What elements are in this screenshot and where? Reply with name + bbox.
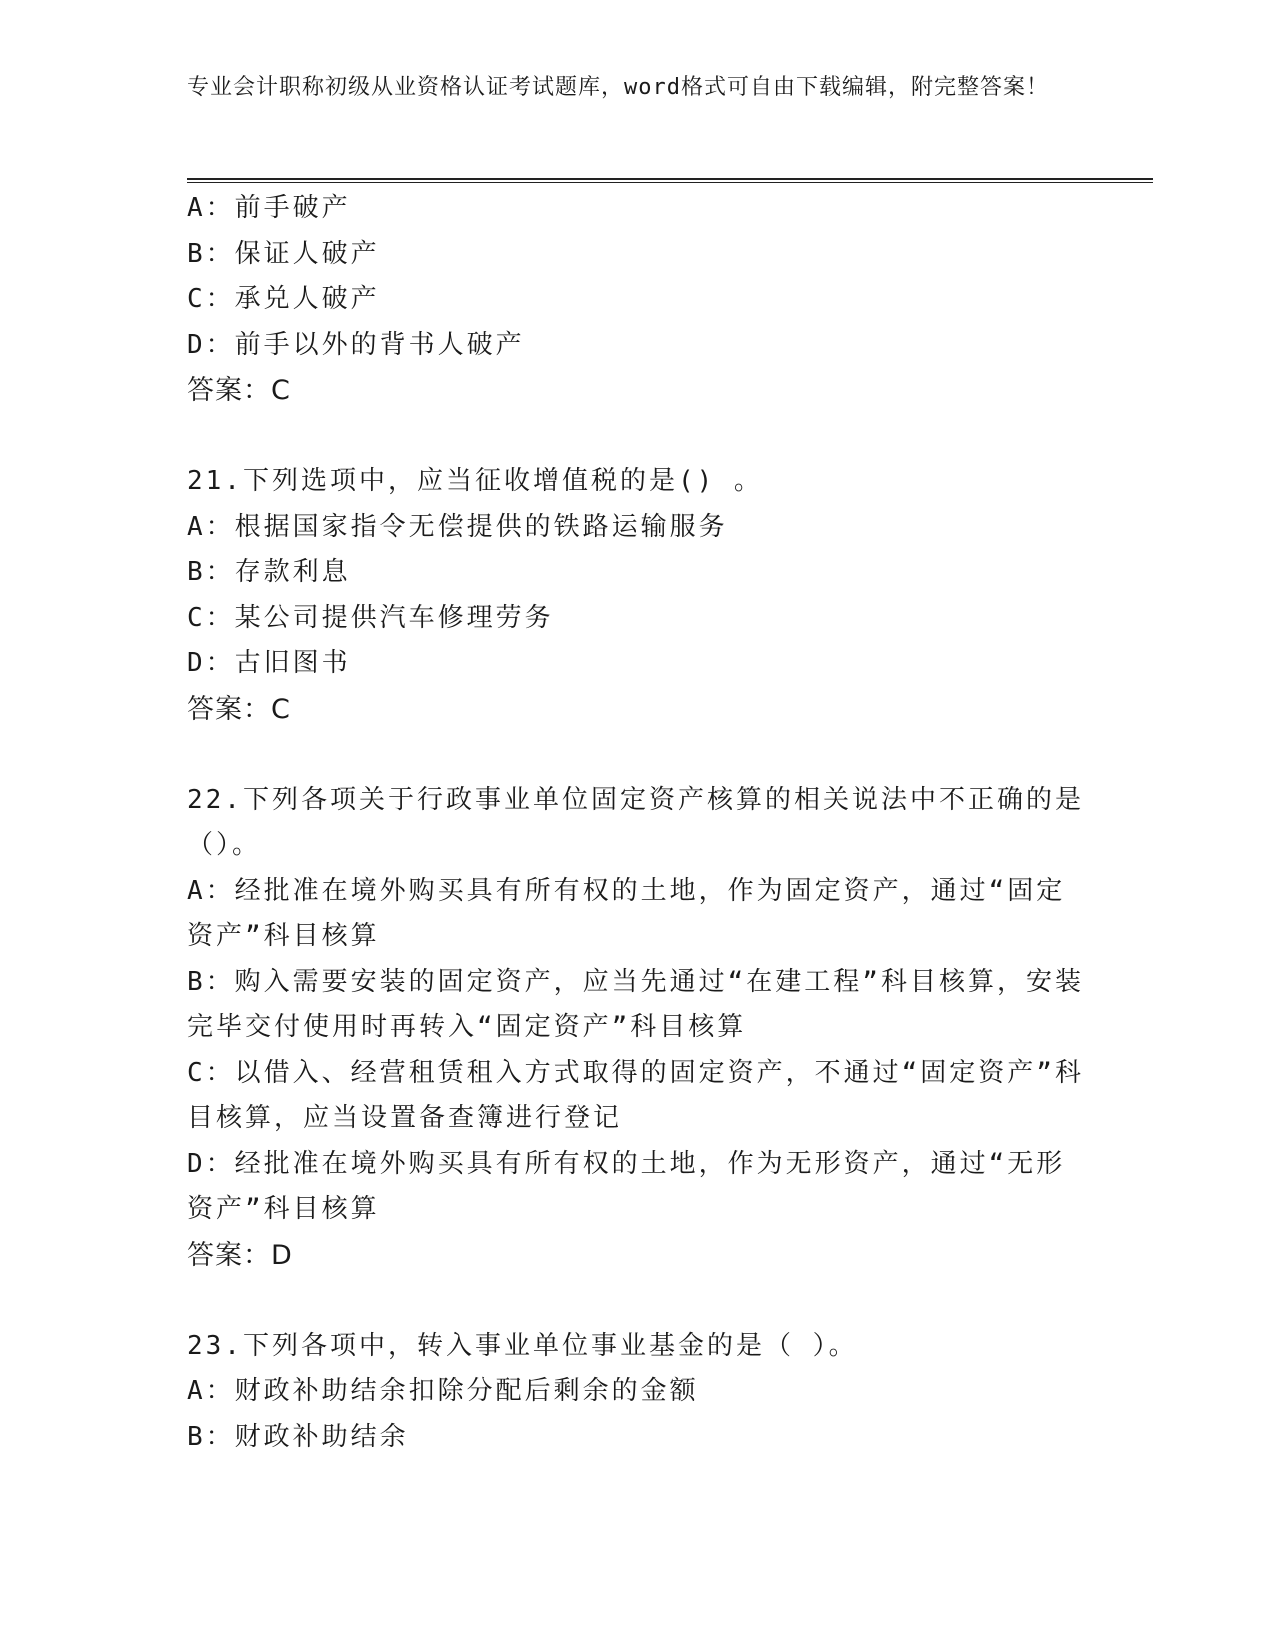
option-c: C：某公司提供汽车修理劳务 bbox=[187, 602, 554, 633]
option-a: A：经批准在境外购买具有所有权的土地，作为固定资产，通过“固定资产”科目核算 bbox=[187, 875, 1066, 951]
option-d: D：前手以外的背书人破产 bbox=[187, 329, 525, 360]
question-22 bbox=[187, 778, 1087, 1279]
question-21 bbox=[187, 459, 1087, 733]
option-a: A：财政补助结余扣除分配后剩余的金额 bbox=[187, 1376, 699, 1406]
answer-line: 答案：C bbox=[187, 693, 291, 725]
spacer bbox=[187, 733, 1087, 778]
option-b: B：财政补助结余 bbox=[187, 1421, 409, 1452]
previous-question bbox=[187, 186, 1087, 414]
option-a: A：根据国家指令无偿提供的铁路运输服务 bbox=[187, 511, 728, 542]
option-d: D：古旧图书 bbox=[187, 648, 351, 678]
question-23 bbox=[187, 1324, 1087, 1461]
option-b: B：保证人破产 bbox=[187, 238, 380, 269]
option-a: A：前手破产 bbox=[187, 193, 351, 223]
option-c: C：承兑人破产 bbox=[187, 284, 380, 314]
question-stem: 22.下列各项关于行政事业单位固定资产核算的相关说法中不正确的是（）。 bbox=[187, 784, 1084, 860]
option-b: B：存款利息 bbox=[187, 557, 351, 587]
header-divider bbox=[187, 178, 1153, 183]
answer-line: 答案：D bbox=[187, 1239, 293, 1271]
option-c: C：以借入、经营租赁租入方式取得的固定资产，不通过“固定资产”科目核算，应当设置备查簿进行登记 bbox=[187, 1057, 1084, 1133]
option-b: B：购入需要安装的固定资产，应当先通过“在建工程”科目核算，安装完毕交付使用时再转入“固定资产”科目核算 bbox=[187, 966, 1084, 1042]
option-d: D：经批准在境外购买具有所有权的土地，作为无形资产，通过“无形资产”科目核算 bbox=[187, 1148, 1066, 1224]
spacer bbox=[187, 1279, 1087, 1324]
question-stem: 23.下列各项中，转入事业单位事业基金的是（ ）。 bbox=[187, 1330, 858, 1361]
answer-line: 答案：C bbox=[187, 375, 291, 406]
spacer bbox=[187, 414, 1087, 459]
question-stem: 21.下列选项中，应当征收增值税的是() 。 bbox=[187, 466, 763, 496]
header-note: 专业会计职称初级从业资格认证考试题库，word格式可自由下载编辑，附完整答案！ bbox=[187, 75, 1049, 100]
question-content bbox=[187, 186, 1087, 1460]
